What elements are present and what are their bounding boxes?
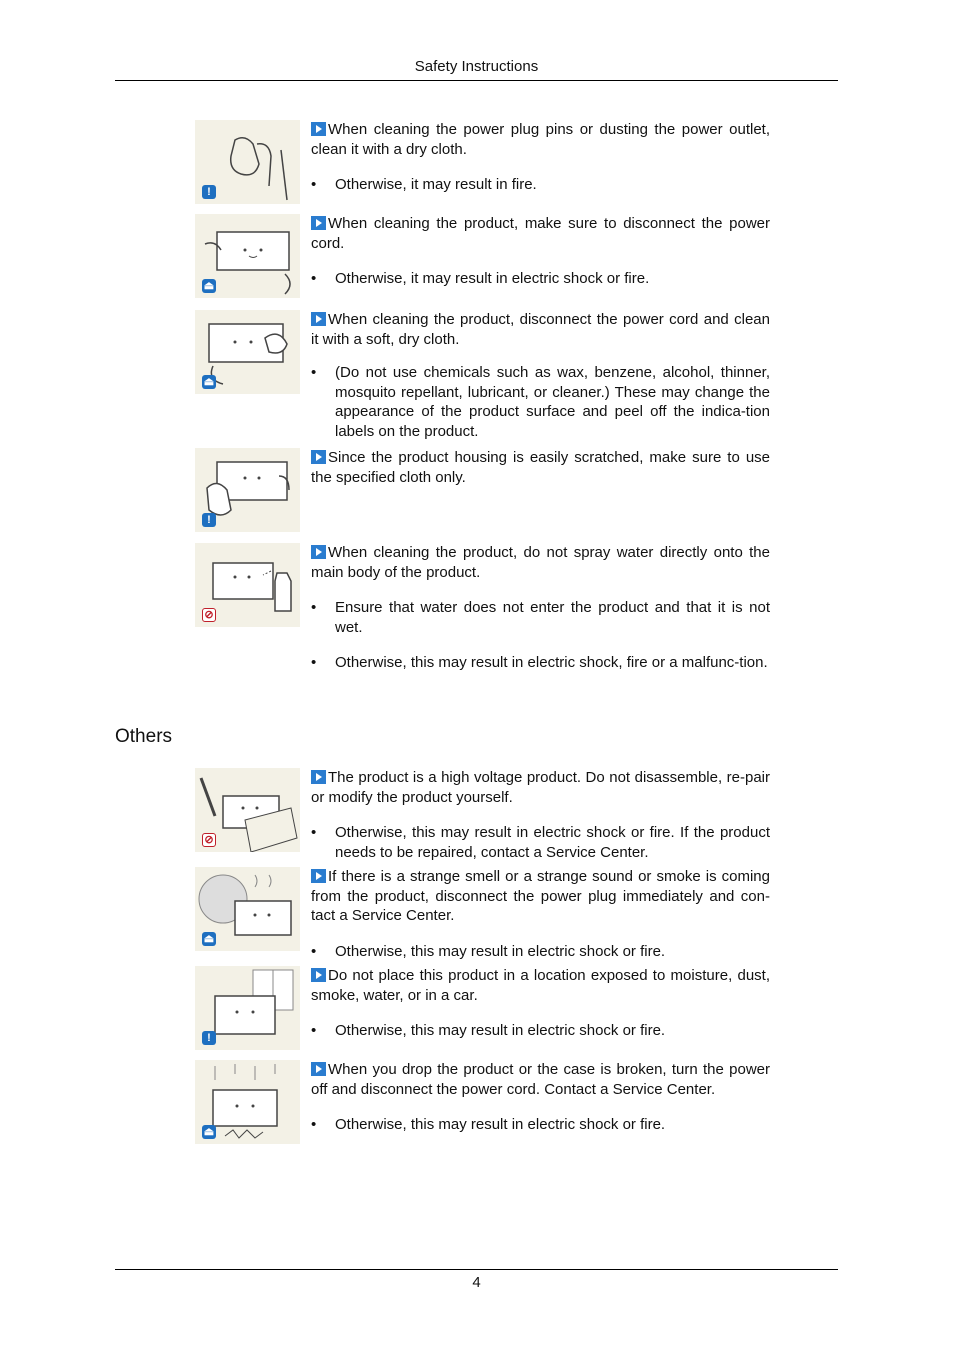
bullet-item: • Otherwise, it may result in electric shock or fire. [311, 269, 770, 289]
illustration-cleaning-plug [195, 120, 300, 204]
caution-icon: ! [202, 1031, 216, 1045]
bullet-item: • Ensure that water does not enter the product and that it is not wet. [311, 598, 770, 637]
plug-icon: ⏏ [203, 1126, 215, 1138]
play-triangle-icon [311, 1062, 326, 1076]
play-triangle-icon [311, 312, 326, 326]
caution-icon: ! [202, 513, 216, 527]
page-number: 4 [472, 1274, 481, 1291]
bullet-item: • Otherwise, this may result in electric shock or fire. [311, 1115, 770, 1135]
bullet-item: • Otherwise, this may result in electric shock or fire. [311, 1021, 770, 1041]
lead-text: If there is a strange smell or a strange sound or smoke is coming from the product, disconnect the power plug immediately and con-tact a Service Center. [311, 868, 770, 924]
lead-text: When you drop the product or the case is broken, turn the power off and disconnect the power cord. Contact a Service Center. [311, 1061, 770, 1098]
play-triangle-icon [311, 869, 326, 883]
illustration-window-rain [195, 966, 300, 1050]
play-triangle-icon [311, 968, 326, 982]
illustration-spray-bottle [195, 543, 300, 627]
play-triangle-icon [311, 770, 326, 784]
lead-text: Do not place this product in a location exposed to moisture, dust, smoke, water, or in a car. [311, 967, 770, 1004]
bullet-item: • Otherwise, this may result in electric shock or fire. [311, 942, 770, 962]
footer-divider [115, 1269, 838, 1270]
play-triangle-icon [311, 450, 326, 464]
page-header-title: Safety Instructions [414, 58, 539, 75]
plug-icon: ⏏ [203, 280, 215, 292]
lead-text: Since the product housing is easily scratched, make sure to use the specified cloth only. [311, 449, 770, 486]
lead-text: When cleaning the power plug pins or dusting the power outlet, clean it with a dry cloth. [311, 121, 770, 158]
illustration-screwdriver [195, 768, 300, 852]
play-triangle-icon [311, 216, 326, 230]
bullet-item: • Otherwise, this may result in electric shock, fire or a malfunc-tion. [311, 653, 770, 673]
lead-text: The product is a high voltage product. Do not disassemble, re-pair or modify the product yourself. [311, 769, 770, 806]
lead-text: When cleaning the product, disconnect the power cord and clean it with a soft, dry cloth. [311, 311, 770, 348]
bullet-item: • (Do not use chemicals such as wax, benzene, alcohol, thinner, mosquito repellant, lubricant, or cleaner.) These may change the appearance of the product surface and peel off the indica-tion labels on the product. [311, 363, 770, 441]
caution-icon: ! [202, 185, 216, 199]
prohibit-icon: ⊘ [202, 608, 216, 622]
play-triangle-icon [311, 122, 326, 136]
illustration-dropped-monitor [195, 1060, 300, 1144]
plug-icon: ⏏ [203, 933, 215, 945]
illustration-wiping-screen [195, 310, 300, 394]
section-title-others: Others [115, 726, 173, 747]
play-triangle-icon [311, 545, 326, 559]
plug-icon: ⏏ [203, 376, 215, 388]
lead-text: When cleaning the product, do not spray water directly onto the main body of the product. [311, 544, 770, 581]
bullet-item: • Otherwise, it may result in fire. [311, 175, 770, 195]
lead-text: When cleaning the product, make sure to disconnect the power cord. [311, 215, 770, 252]
header-divider [115, 80, 838, 81]
bullet-item: • Otherwise, this may result in electric shock or fire. If the product needs to be repaired, contact a Service Center. [311, 823, 770, 862]
illustration-monitor-cleaning [195, 214, 300, 298]
illustration-hands-cloth [195, 448, 300, 532]
illustration-smoke [195, 867, 300, 951]
prohibit-icon: ⊘ [202, 833, 216, 847]
